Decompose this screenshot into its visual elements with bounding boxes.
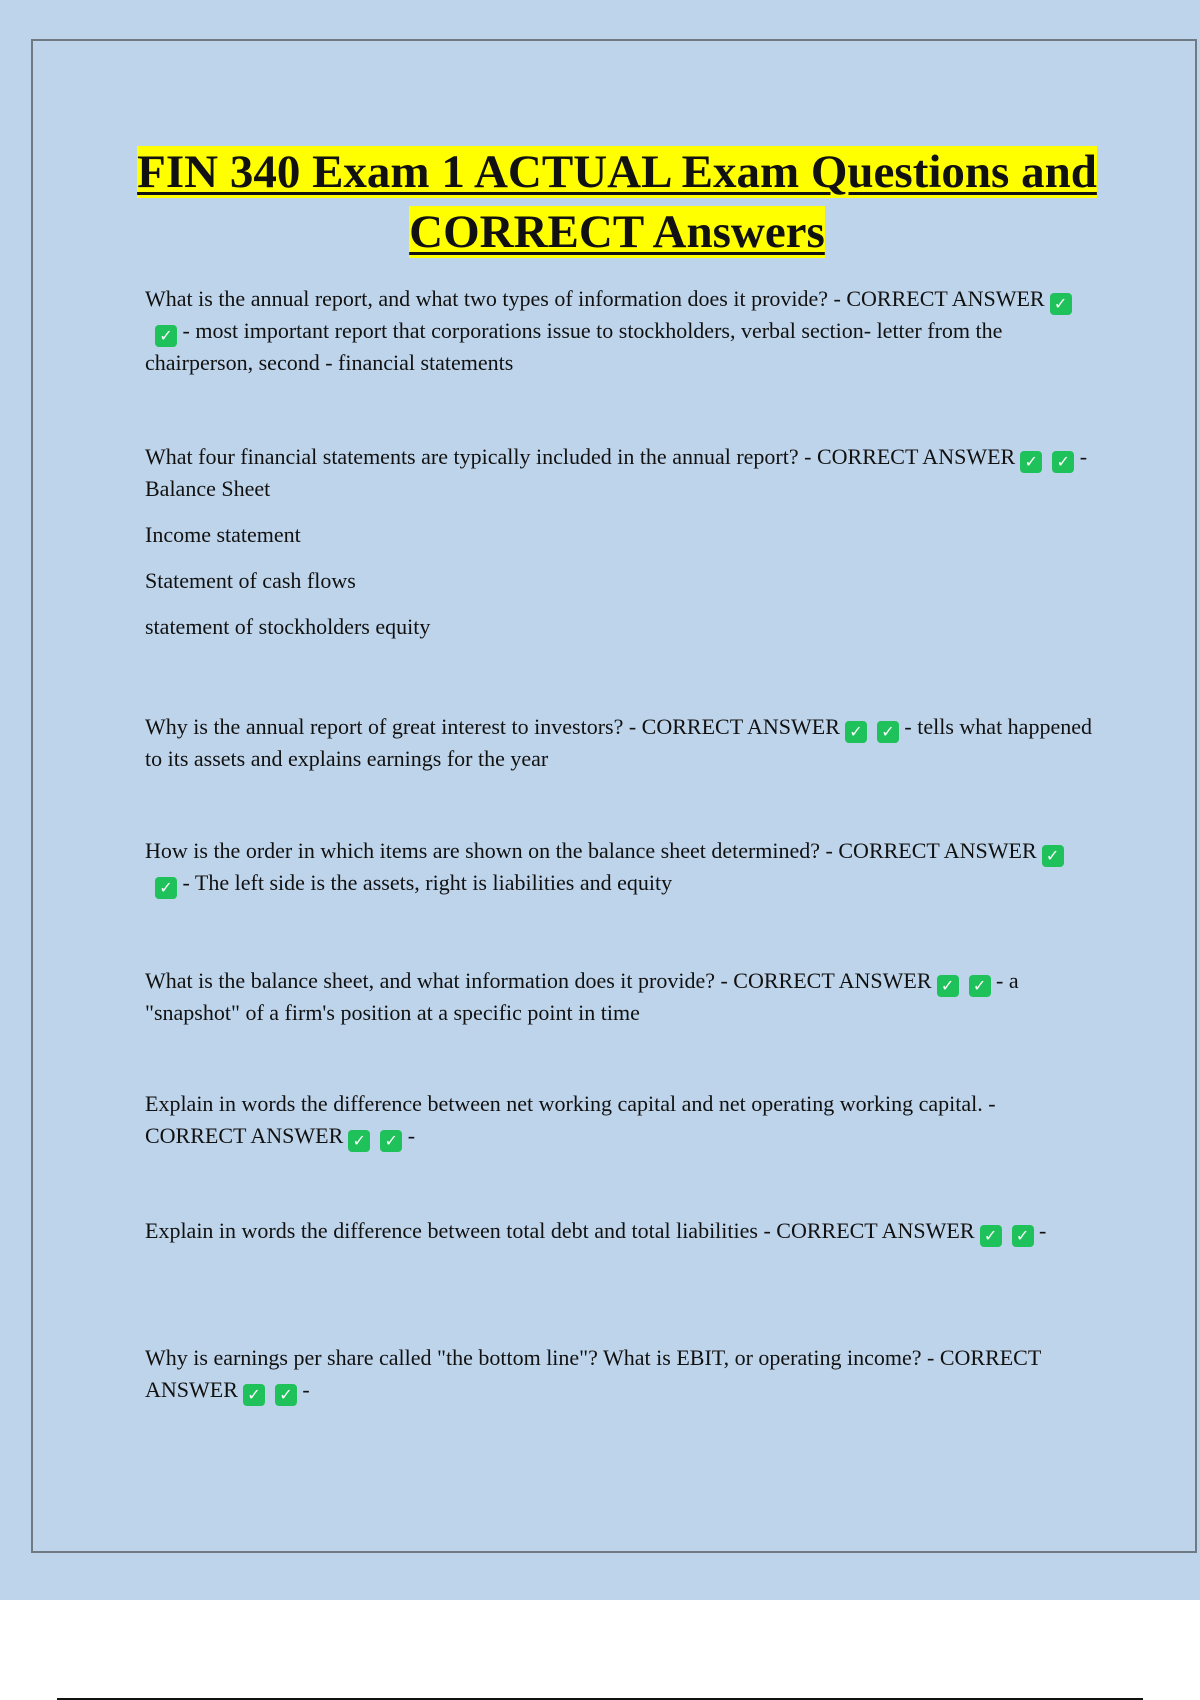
qa-item <box>145 283 1095 379</box>
question-text: What is the annual report, and what two types of information does it provide? - CORRECT ANSWER <box>145 286 1045 311</box>
question-text: What is the balance sheet, and what information does it provide? - CORRECT ANSWER <box>145 968 932 993</box>
qa-text <box>145 835 1095 899</box>
white-check-mark-green-box-icon: ✓ <box>845 721 867 743</box>
answer-text: - tells what happened to its assets and explains earnings for the year <box>145 714 1092 771</box>
qa-item <box>145 1215 1095 1247</box>
white-check-mark-green-box-icon: ✓ <box>1020 451 1042 473</box>
question-text: Why is earnings per share called "the bottom line"? What is EBIT, or operating income? - CORRECT ANSWER <box>145 1345 1041 1402</box>
answer-line: Statement of cash flows <box>145 568 356 593</box>
title-highlight: FIN 340 Exam 1 ACTUAL Exam Questions and CORRECT Answers <box>137 146 1097 258</box>
answer-text: - a "snapshot" of a firm's position at a specific point in time <box>145 968 1019 1025</box>
white-check-mark-green-box-icon: ✓ <box>155 325 177 347</box>
question-text: What four financial statements are typically included in the annual report? - CORRECT ANSWER <box>145 444 1016 469</box>
qa-text <box>145 1088 1095 1152</box>
white-check-mark-green-box-icon: ✓ <box>275 1384 297 1406</box>
qa-text <box>145 283 1095 379</box>
answer-line: Income statement <box>145 522 301 547</box>
qa-text <box>145 711 1095 775</box>
answer-text: - <box>296 1377 310 1402</box>
answer-text: - <box>1033 1218 1047 1243</box>
qa-text <box>145 1342 1095 1406</box>
white-check-mark-green-box-icon: ✓ <box>348 1130 370 1152</box>
answer-text: - Balance Sheet <box>145 444 1088 501</box>
question-text: How is the order in which items are shown on the balance sheet determined? - CORRECT ANSWER <box>145 838 1037 863</box>
question-text: Explain in words the difference between total debt and total liabilities - CORRECT ANSWER <box>145 1218 975 1243</box>
answer-line: statement of stockholders equity <box>145 614 431 639</box>
document-title <box>120 142 1114 262</box>
question-text: Explain in words the difference between net working capital and net operating working capital. - CORRECT ANSWER <box>145 1091 996 1148</box>
qa-item <box>145 1342 1095 1406</box>
white-check-mark-green-box-icon: ✓ <box>155 877 177 899</box>
qa-item <box>145 835 1095 899</box>
answer-text: - <box>402 1123 416 1148</box>
white-check-mark-green-box-icon: ✓ <box>1052 451 1074 473</box>
white-check-mark-green-box-icon: ✓ <box>1012 1225 1034 1247</box>
qa-text <box>145 965 1095 1029</box>
qa-item <box>145 711 1095 775</box>
white-check-mark-green-box-icon: ✓ <box>969 975 991 997</box>
white-check-mark-green-box-icon: ✓ <box>1050 293 1072 315</box>
page-frame <box>31 39 1197 1553</box>
white-check-mark-green-box-icon: ✓ <box>1042 845 1064 867</box>
qa-item <box>145 965 1095 1029</box>
answer-text: - The left side is the assets, right is liabilities and equity <box>177 870 673 895</box>
white-check-mark-green-box-icon: ✓ <box>380 1130 402 1152</box>
white-check-mark-green-box-icon: ✓ <box>877 721 899 743</box>
qa-text <box>145 441 1095 505</box>
question-text: Why is the annual report of great interest to investors? - CORRECT ANSWER <box>145 714 840 739</box>
answer-text: - most important report that corporations issue to stockholders, verbal section- letter from the chairperson, second - financial statements <box>145 318 1003 375</box>
white-check-mark-green-box-icon: ✓ <box>980 1225 1002 1247</box>
qa-item <box>145 1088 1095 1152</box>
qa-item <box>145 441 1095 643</box>
white-check-mark-green-box-icon: ✓ <box>937 975 959 997</box>
white-check-mark-green-box-icon: ✓ <box>243 1384 265 1406</box>
qa-text <box>145 1215 1095 1247</box>
